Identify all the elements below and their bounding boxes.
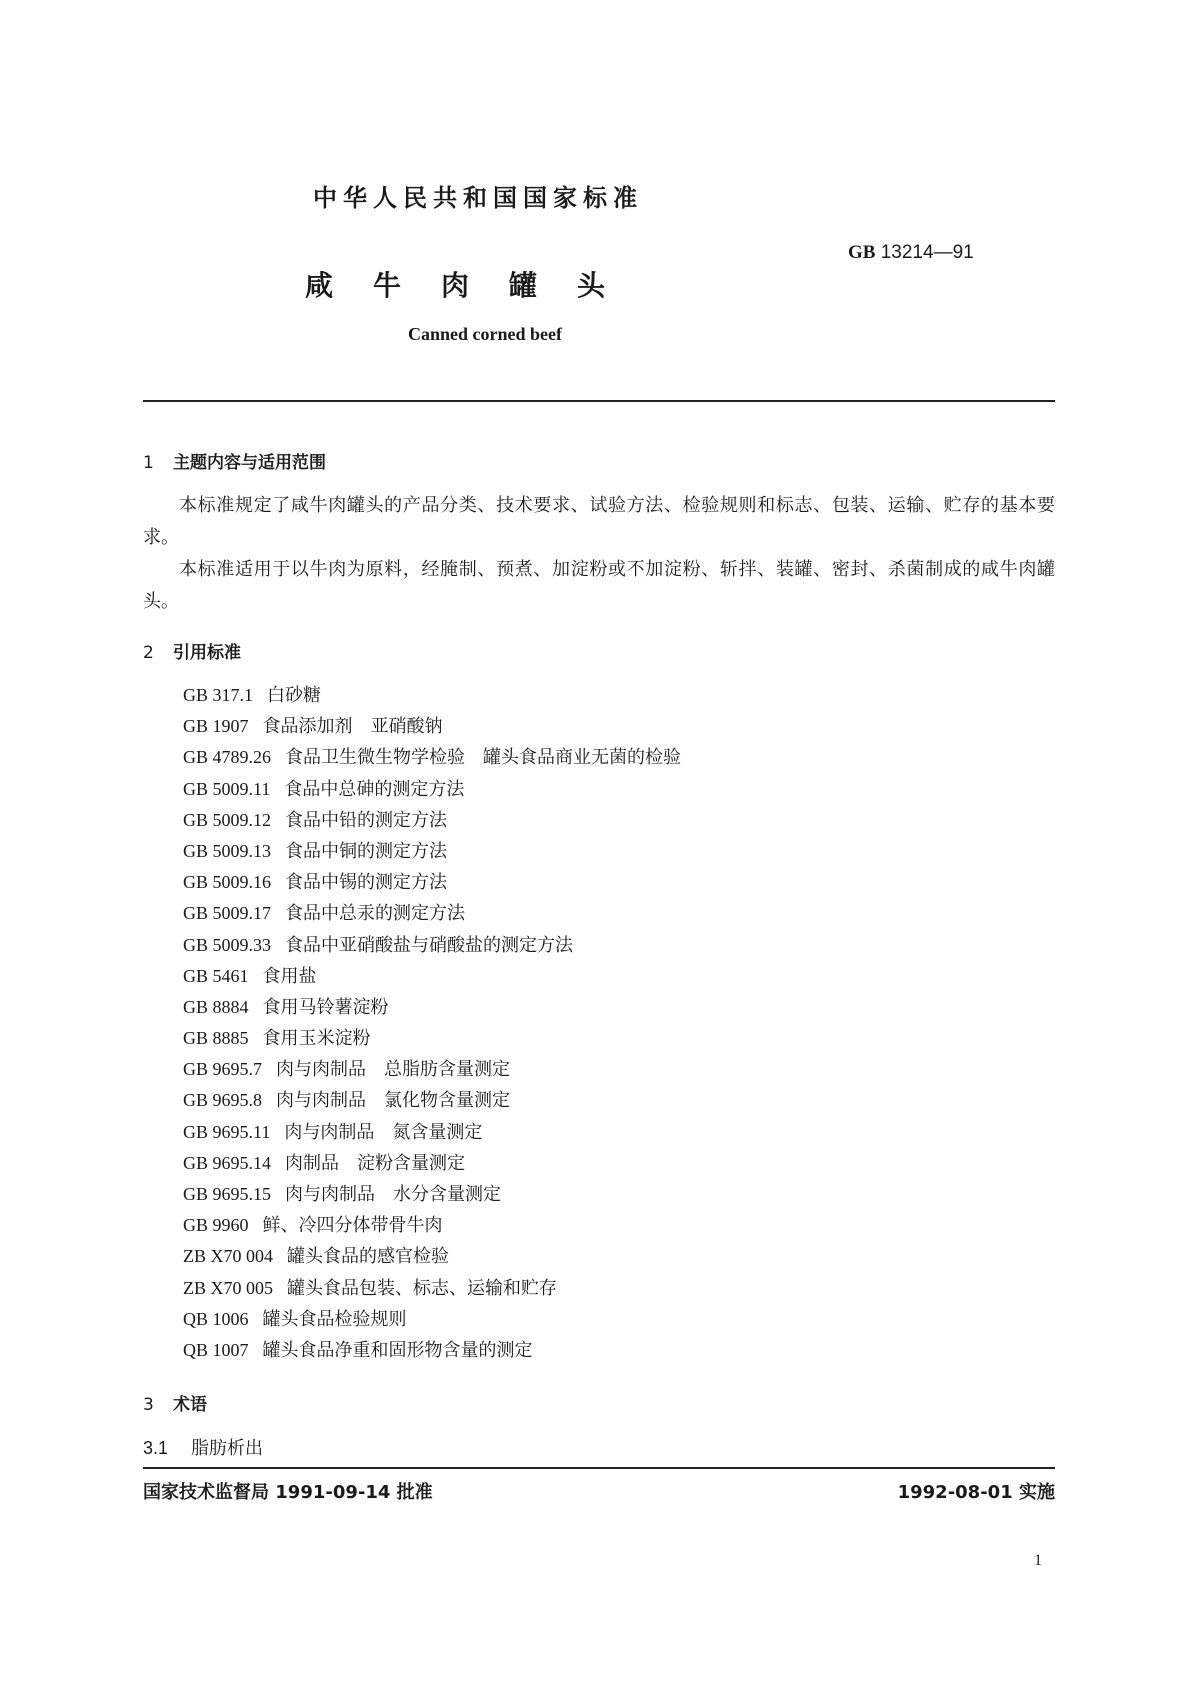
ref-title: 白砂糖: [267, 685, 322, 706]
list-item: [183, 867, 681, 898]
section-number: 3: [143, 1395, 154, 1415]
list-item: [183, 1273, 681, 1304]
list-item: [183, 836, 681, 867]
section-number: 2: [143, 643, 154, 663]
ref-code: GB 5009.17: [183, 903, 272, 924]
ref-title: 肉制品 淀粉含量测定: [285, 1152, 466, 1174]
ref-title: 罐头食品检验规则: [262, 1308, 407, 1330]
ref-title: 食用玉米淀粉: [262, 1028, 371, 1050]
list-item: [183, 680, 681, 711]
ref-code: GB 9960: [183, 1215, 249, 1236]
ref-code: GB 9695.8: [183, 1090, 263, 1111]
ref-code: GB 1907: [183, 716, 249, 737]
ref-code: GB 9695.11: [183, 1121, 271, 1142]
list-item: [183, 898, 681, 929]
ref-title: 食品中铜的测定方法: [285, 840, 448, 862]
section-title: 术语: [173, 1395, 207, 1415]
ref-code: GB 5461: [183, 965, 249, 986]
standard-code: 13214—91: [880, 242, 974, 263]
referenced-standards-list: [183, 680, 681, 1366]
term-number: 3.1: [143, 1438, 169, 1458]
ref-title: 食用盐: [262, 965, 317, 987]
ref-code: GB 9695.7: [183, 1059, 263, 1080]
ref-code: GB 4789.26: [183, 747, 272, 768]
ref-title: 肉与肉制品 氮含量测定: [284, 1121, 483, 1143]
ref-code: ZB X70 004: [183, 1246, 273, 1267]
ref-code: GB 8884: [183, 996, 249, 1017]
ref-code: GB 317.1: [183, 685, 254, 705]
ref-title: 肉与肉制品 总脂肪含量测定: [276, 1059, 511, 1081]
list-item: [183, 1304, 681, 1335]
list-item: [183, 805, 681, 836]
list-item: [183, 1210, 681, 1241]
ref-code: GB 5009.11: [183, 778, 271, 799]
document-title: 咸牛肉罐头: [305, 269, 646, 302]
ref-title: 食品添加剂 亚硝酸钠: [262, 716, 443, 738]
list-item: [183, 711, 681, 742]
ref-title: 食品中锡的测定方法: [285, 872, 448, 894]
ref-title: 肉与肉制品 水分含量测定: [285, 1184, 502, 1205]
top-divider: [143, 400, 1055, 402]
ref-title: 肉与肉制品 氯化物含量测定: [276, 1090, 511, 1112]
approval-statement: 国家技术监督局 1991-09-14 批准: [143, 1482, 433, 1503]
section-2-heading: [143, 638, 241, 663]
ref-code: GB 8885: [183, 1028, 249, 1049]
section-3-heading: [143, 1390, 207, 1415]
ref-title: 食品中总汞的测定方法: [285, 903, 466, 925]
list-item: [183, 774, 681, 805]
list-item: [183, 1054, 681, 1085]
term-3-1: [143, 1434, 263, 1460]
list-item: [183, 1179, 681, 1210]
list-item: [183, 992, 681, 1023]
section-1-paragraph-1: 本标准规定了咸牛肉罐头的产品分类、技术要求、试验方法、检验规则和标志、包装、运输、贮存的基本要求。: [143, 495, 1055, 548]
ref-title: 罐头食品净重和固形物含量的测定: [262, 1339, 533, 1361]
list-item: [183, 1085, 681, 1116]
ref-code: GB 5009.13: [183, 840, 272, 861]
term-title: 脂肪析出: [191, 1438, 263, 1459]
list-item: [183, 1335, 681, 1366]
standard-number: [848, 242, 974, 264]
national-standard-heading: 中华人民共和国国家标准: [313, 184, 643, 212]
list-item: [183, 1241, 681, 1272]
page-number: 1: [1034, 1552, 1042, 1569]
ref-code: GB 5009.12: [183, 809, 272, 830]
ref-title: 罐头食品的感官检验: [287, 1246, 449, 1268]
ref-title: 食品中铅的测定方法: [285, 809, 448, 831]
ref-code: GB 5009.16: [183, 872, 272, 893]
ref-title: 鲜、冷四分体带骨牛肉: [262, 1215, 443, 1237]
ref-title: 食用马铃薯淀粉: [262, 996, 389, 1018]
ref-title: 罐头食品包装、标志、运输和贮存: [287, 1277, 557, 1299]
list-item: [183, 742, 681, 773]
list-item: [183, 930, 681, 961]
bottom-divider: [143, 1467, 1055, 1469]
ref-code: GB 5009.33: [183, 934, 272, 955]
section-title: 引用标准: [173, 643, 241, 663]
ref-code: ZB X70 005: [183, 1277, 273, 1298]
ref-code: QB 1007: [183, 1339, 249, 1360]
ref-title: 食品中亚硝酸盐与硝酸盐的测定方法: [285, 934, 574, 956]
standard-prefix: GB: [848, 242, 876, 263]
section-1-heading: [143, 448, 326, 473]
section-title: 主题内容与适用范围: [173, 453, 326, 473]
list-item: [183, 961, 681, 992]
ref-code: QB 1006: [183, 1308, 249, 1329]
section-number: 1: [143, 453, 154, 473]
ref-code: GB 9695.15: [183, 1184, 272, 1204]
list-item: [183, 1023, 681, 1054]
ref-title: 食品中总砷的测定方法: [284, 778, 465, 800]
document-title-english: Canned corned beef: [408, 324, 562, 344]
list-item: [183, 1117, 681, 1148]
ref-code: GB 9695.14: [183, 1152, 272, 1173]
effective-date: 1992-08-01 实施: [897, 1482, 1055, 1503]
list-item: [183, 1148, 681, 1179]
section-1-paragraph-2: 本标准适用于以牛肉为原料，经腌制、预煮、加淀粉或不加淀粉、斩拌、装罐、密封、杀菌制成的咸牛肉罐头。: [143, 559, 1055, 612]
ref-title: 食品卫生微生物学检验 罐头食品商业无菌的检验: [285, 747, 682, 769]
